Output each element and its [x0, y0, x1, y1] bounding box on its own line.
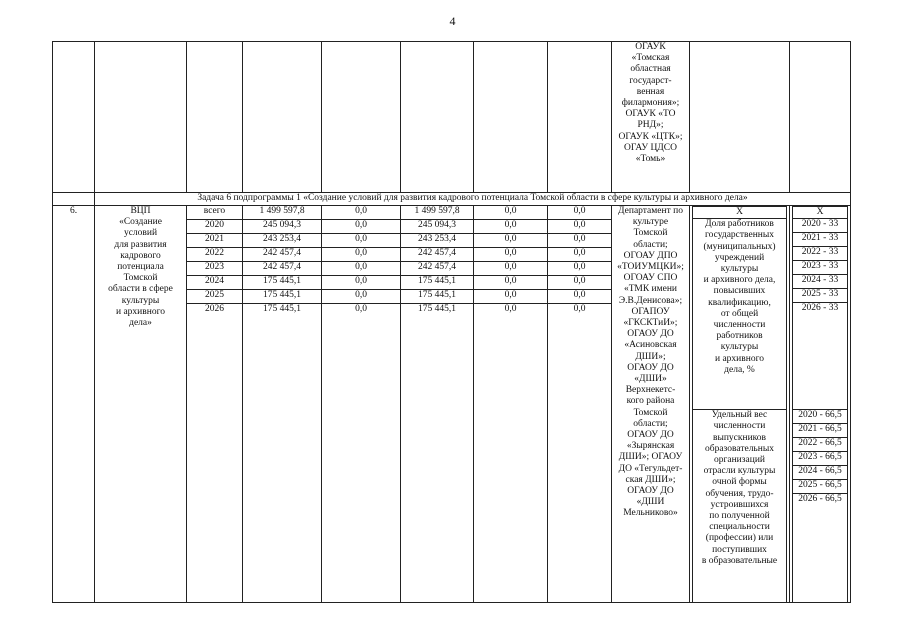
other-cell: 0,0	[548, 234, 612, 248]
continuation-row	[53, 42, 851, 193]
year-cell: 2020	[187, 220, 243, 234]
local-cell: 0,0	[474, 262, 548, 276]
federal-cell: 0,0	[322, 304, 401, 603]
indicator-1: Доля работников государственных (муниципальных) учреждений культуры и архивного дела, повысивших квалификацию, от общей численности работников культуры и архивного дела, %	[693, 219, 787, 410]
other-cell: 0,0	[548, 248, 612, 262]
federal-cell: 0,0	[322, 206, 401, 220]
indicator-value: 2026 - 66,5	[793, 494, 848, 602]
federal-cell: 0,0	[322, 276, 401, 290]
other-cell: 0,0	[548, 262, 612, 276]
federal-cell: 0,0	[322, 262, 401, 276]
local-cell: 0,0	[474, 234, 548, 248]
regional-cell: 243 253,4	[401, 234, 474, 248]
local-cell: 0,0	[474, 248, 548, 262]
executor-cell-top: ОГАУК «Томская областная государст- венная филармония»; ОГАУК «ТО РНД»; ОГАУК «ЦТК»; ОГАУ ЦДСО «Томь»	[612, 42, 690, 193]
year-cell: 2022	[187, 248, 243, 262]
program-name: ВЦП «Создание условий для развития кадрового потенциала Томской области в сфере культуры и архивного дела»	[95, 206, 187, 603]
indicator-value: 2024 - 66,5	[793, 466, 848, 480]
other-cell: 0,0	[548, 304, 612, 603]
federal-cell: 0,0	[322, 248, 401, 262]
regional-cell: 175 445,1	[401, 276, 474, 290]
total-cell: 1 499 597,8	[243, 206, 322, 220]
regional-cell: 245 094,3	[401, 220, 474, 234]
task-header-row	[53, 193, 851, 206]
row-number: 6.	[53, 206, 95, 603]
indicator-value: 2022 - 33	[793, 247, 848, 261]
regional-cell: 242 457,4	[401, 248, 474, 262]
federal-cell: 0,0	[322, 234, 401, 248]
federal-cell: 0,0	[322, 290, 401, 304]
page-number: 4	[449, 14, 456, 28]
total-cell: 175 445,1	[243, 290, 322, 304]
local-cell: 0,0	[474, 304, 548, 603]
total-cell: 242 457,4	[243, 262, 322, 276]
indicator-value: 2025 - 33	[793, 289, 848, 303]
other-cell: 0,0	[548, 220, 612, 234]
indicator-2: Удельный вес численности выпускников образовательных организаций отрасли культуры очной формы обучения, трудо- устроившихся по полученной специальности (профессии) или поступивших в образовательные	[693, 410, 787, 602]
indicator-value: 2025 - 66,5	[793, 480, 848, 494]
local-cell: 0,0	[474, 276, 548, 290]
table-row	[53, 206, 851, 220]
year-cell: 2021	[187, 234, 243, 248]
value-header: Х	[793, 207, 848, 219]
indicator-value: 2021 - 33	[793, 233, 848, 247]
indicator-value: 2022 - 66,5	[793, 438, 848, 452]
indicator-value: 2020 - 66,5	[793, 410, 848, 424]
indicator-value-column	[790, 206, 851, 603]
executor-cell: Департамент по культуре Томской области; ОГОАУ ДПО «ТОИУМЦКИ»; ОГОАУ СПО «ТМК имени Э.В.Денисова»; ОГАПОУ «ГКСКТиИ»; ОГАОУ ДО «Асиновская ДШИ»; ОГАОУ ДО «ДШИ» Верхнекетс- кого района Томской области; ОГАОУ ДО «Зырянская ДШИ»; ОГАОУ ДО «Тегульдет- ская ДШИ»; ОГАОУ ДО «ДШИ Мельниково»	[612, 206, 690, 603]
regional-cell: 242 457,4	[401, 262, 474, 276]
year-cell: 2024	[187, 276, 243, 290]
local-cell: 0,0	[474, 220, 548, 234]
task-header: Задача 6 подпрограммы 1 «Создание условий для развития кадрового потенциала Томской области в сфере культуры и архивного дела»	[95, 193, 851, 206]
indicator-value: 2020 - 33	[793, 219, 848, 233]
indicator-column	[690, 206, 790, 603]
total-cell: 245 094,3	[243, 220, 322, 234]
indicator-value: 2023 - 33	[793, 261, 848, 275]
indicator-value: 2024 - 33	[793, 275, 848, 289]
local-cell: 0,0	[474, 206, 548, 220]
year-cell: всего	[187, 206, 243, 220]
other-cell: 0,0	[548, 206, 612, 220]
year-cell: 2026	[187, 304, 243, 603]
indicator-value: 2026 - 33	[793, 303, 848, 410]
total-cell: 242 457,4	[243, 248, 322, 262]
indicator-header: Х	[693, 207, 787, 219]
year-cell: 2025	[187, 290, 243, 304]
indicator-value: 2023 - 66,5	[793, 452, 848, 466]
program-table	[52, 41, 851, 603]
regional-cell: 175 445,1	[401, 290, 474, 304]
total-cell: 175 445,1	[243, 276, 322, 290]
year-cell: 2023	[187, 262, 243, 276]
other-cell: 0,0	[548, 276, 612, 290]
other-cell: 0,0	[548, 290, 612, 304]
regional-cell: 175 445,1	[401, 304, 474, 603]
federal-cell: 0,0	[322, 220, 401, 234]
local-cell: 0,0	[474, 290, 548, 304]
total-cell: 175 445,1	[243, 304, 322, 603]
total-cell: 243 253,4	[243, 234, 322, 248]
regional-cell: 1 499 597,8	[401, 206, 474, 220]
indicator-value: 2021 - 66,5	[793, 424, 848, 438]
